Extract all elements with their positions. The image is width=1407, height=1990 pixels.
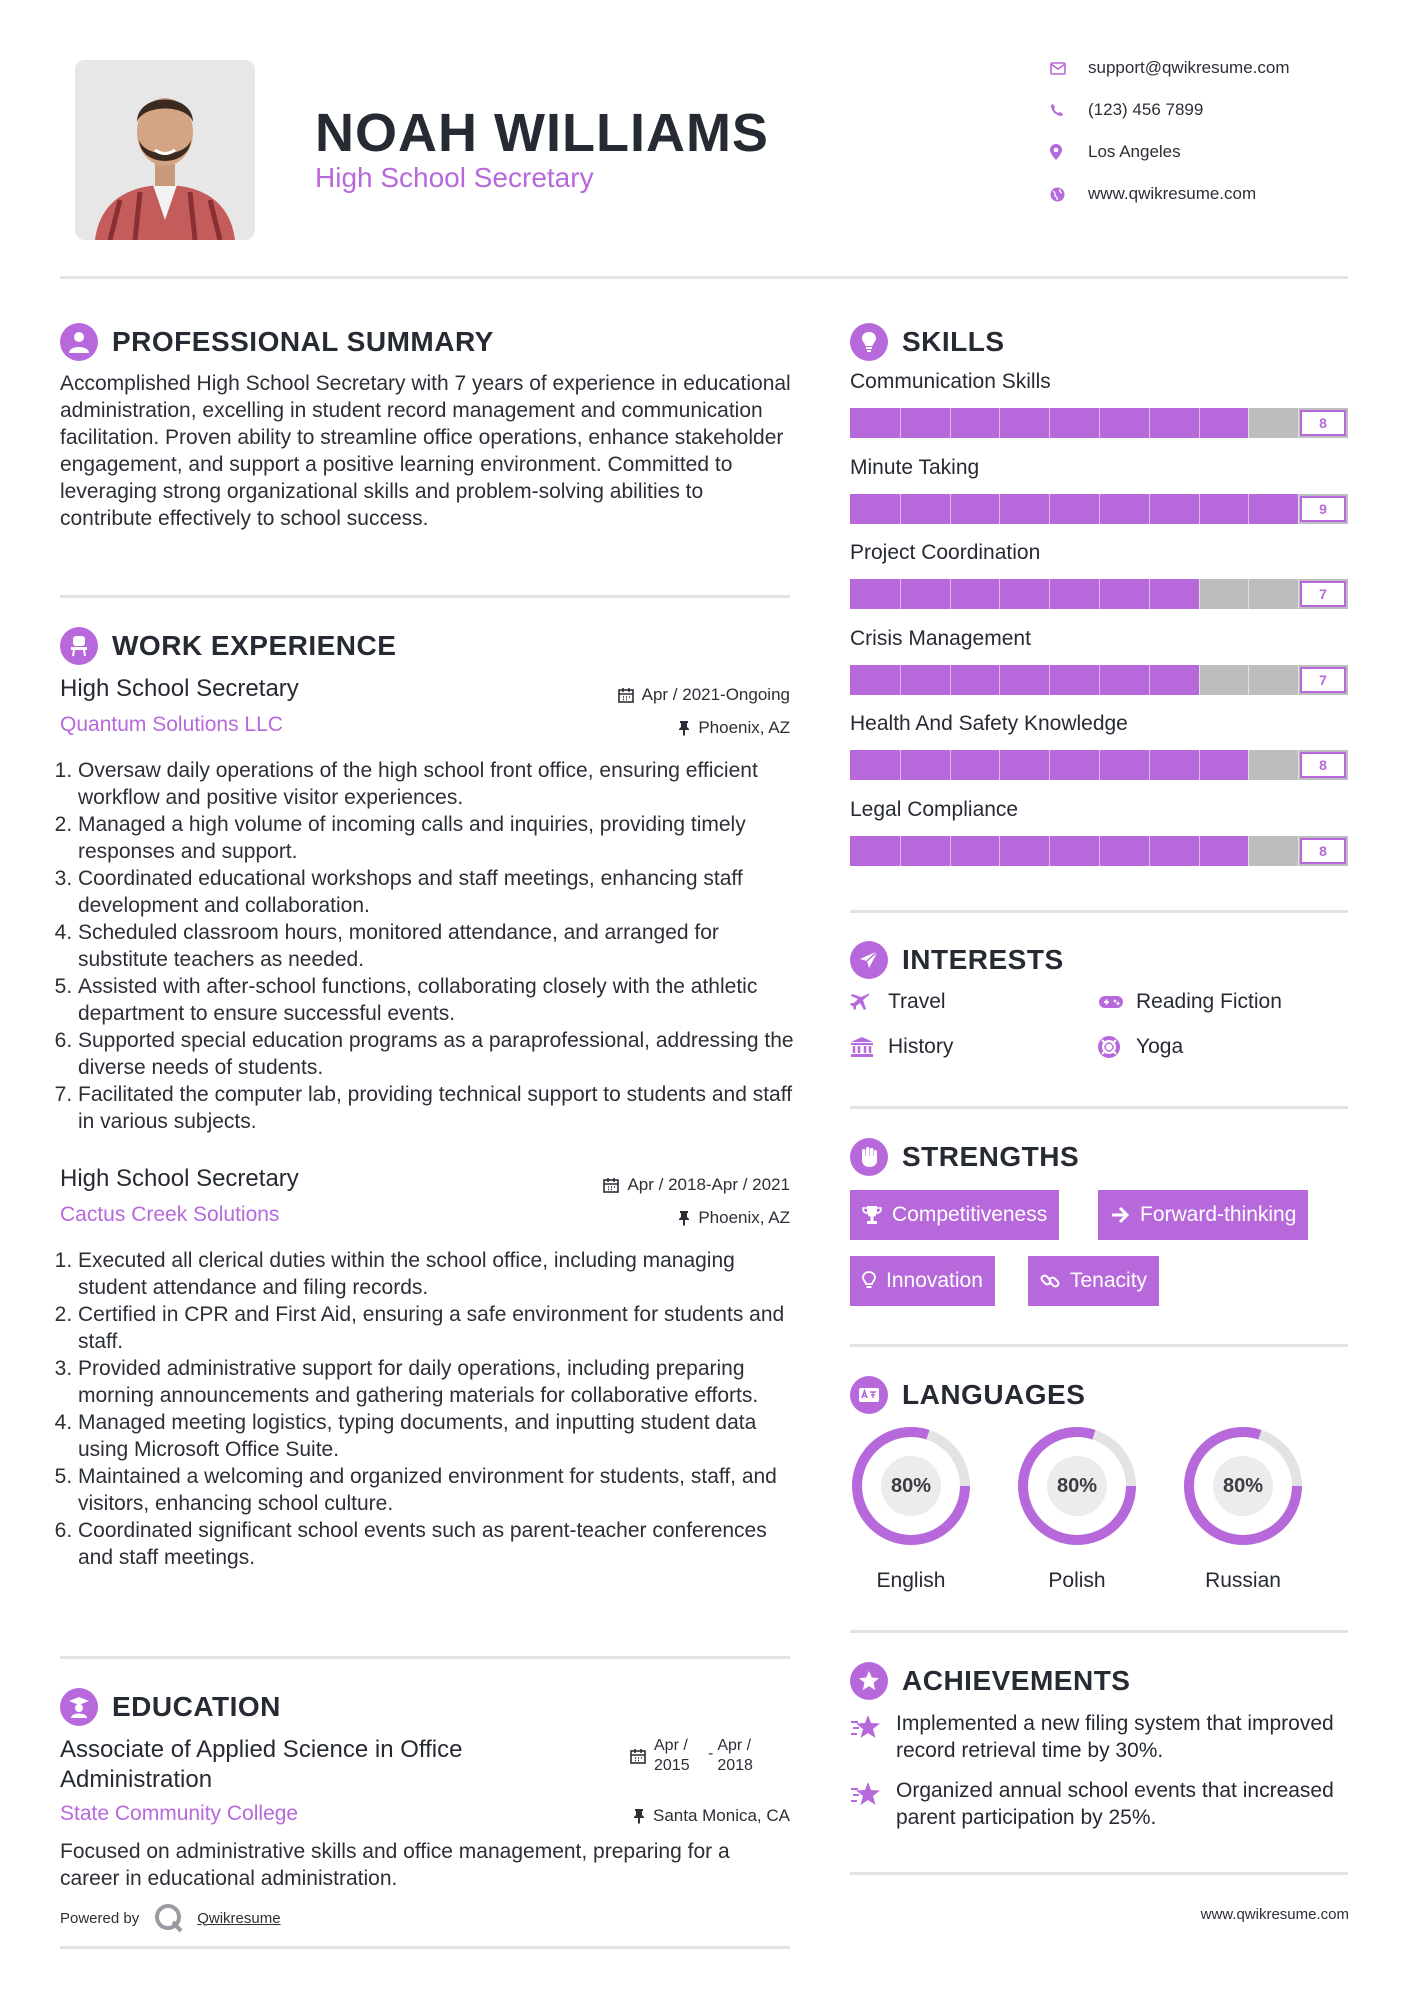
list-item: 4. Managed meeting logistics, typing documents, and inputting student data using Microsoft Office Suite. xyxy=(78,1409,795,1463)
achievement-item xyxy=(850,1710,1350,1764)
calendar-icon xyxy=(603,1177,619,1193)
list-item: 6. Supported special education programs as a paraprofessional, addressing the diverse needs of students. xyxy=(78,1027,795,1081)
job-2-dates-text: Apr / 2018-Apr / 2021 xyxy=(627,1175,790,1194)
language-name: Polish xyxy=(1048,1569,1106,1592)
paper-plane-icon xyxy=(850,941,888,979)
skill-label: Project Coordination xyxy=(850,541,1041,564)
education-end: Apr / 2018 xyxy=(717,1737,753,1774)
contact-email-text: support@qwikresume.com xyxy=(1088,58,1290,77)
skill-bar-segment xyxy=(1149,836,1150,866)
skill-bar-segment xyxy=(1049,579,1050,609)
globe-icon xyxy=(1050,187,1088,202)
skill-bar-segment xyxy=(950,579,951,609)
skill-bar-segment xyxy=(950,665,951,695)
skill-bar-fill xyxy=(850,494,1298,524)
language-item xyxy=(1182,1425,1304,1593)
skill-bar-segment xyxy=(1099,494,1100,524)
skill-bar-segment xyxy=(1199,836,1200,866)
skill-bar-segment xyxy=(1248,665,1249,695)
job-2-title: High School Secretary xyxy=(60,1165,299,1192)
languages-heading-text: LANGUAGES xyxy=(902,1379,1086,1410)
skill-level-value: 8 xyxy=(1300,838,1346,864)
interest-yoga xyxy=(1098,1035,1183,1059)
skill-bar xyxy=(850,836,1348,866)
education-dates: Apr / 2015 - Apr / 2018 xyxy=(630,1736,767,1776)
lifebuoy-icon xyxy=(1098,1036,1136,1058)
interests-divider xyxy=(850,1106,1348,1109)
candidate-title: High School Secretary xyxy=(315,162,594,193)
footer-website[interactable]: www.qwikresume.com xyxy=(1200,1906,1349,1923)
skill-bar-segment xyxy=(900,408,901,438)
languages-heading xyxy=(850,1376,1085,1414)
envelope-icon xyxy=(1050,62,1088,75)
language-item xyxy=(850,1425,972,1593)
plane-icon xyxy=(850,992,888,1012)
language-percent: 80% xyxy=(881,1456,941,1516)
list-item: 1. Oversaw daily operations of the high school front office, ensuring efficient workflow and positive visitor experiences. xyxy=(78,757,795,811)
language-name: English xyxy=(876,1569,946,1592)
star-icon xyxy=(850,1710,896,1764)
arrow-right-icon xyxy=(1110,1205,1130,1225)
language-percent: 80% xyxy=(1213,1456,1273,1516)
achievement-item xyxy=(850,1777,1350,1831)
education-school: State Community College xyxy=(60,1802,299,1825)
skill-bar-segment xyxy=(999,836,1000,866)
contact-website[interactable] xyxy=(1050,184,1350,204)
skill-bar-segment xyxy=(1149,494,1150,524)
skill-bar-segment xyxy=(950,494,951,524)
skill-bar-segment xyxy=(1199,494,1200,524)
skill-bar-segment xyxy=(1149,408,1150,438)
contact-phone[interactable] xyxy=(1050,100,1350,120)
skill-bar-segment xyxy=(1099,750,1100,780)
summary-divider xyxy=(60,595,790,598)
skill-bar-segment xyxy=(1149,665,1150,695)
skill-label: Minute Taking xyxy=(850,456,980,479)
skill-bar-segment xyxy=(1149,750,1150,780)
skill-bar-segment xyxy=(900,494,901,524)
skill-bar-segment xyxy=(1049,836,1050,866)
skill-level-value: 9 xyxy=(1300,496,1346,522)
footer-divider xyxy=(60,1946,790,1949)
strengths-heading xyxy=(850,1138,1079,1176)
interest-label: Reading Fiction xyxy=(1136,990,1282,1013)
education-start: Apr / 2015 xyxy=(654,1737,690,1774)
skill-bar-segment xyxy=(950,408,951,438)
list-item: 1. Executed all clerical duties within the school office, including managing student attendance and filing records. xyxy=(78,1247,795,1301)
skill-label: Communication Skills xyxy=(850,370,1051,393)
list-item: 2. Certified in CPR and First Aid, ensuring a safe environment for students and staff. xyxy=(78,1301,795,1355)
skill-bar-segment xyxy=(1049,494,1050,524)
lightbulb-icon xyxy=(850,323,888,361)
skill-bar-segment xyxy=(999,665,1000,695)
calendar-icon xyxy=(630,1748,646,1764)
job-1-title: High School Secretary xyxy=(60,675,299,702)
contact-email[interactable] xyxy=(1050,58,1350,78)
education-heading xyxy=(60,1688,281,1726)
map-pin-icon xyxy=(1050,144,1088,160)
candidate-name: NOAH WILLIAMS xyxy=(315,103,769,163)
contact-location-text: Los Angeles xyxy=(1088,142,1181,161)
strength-label: Tenacity xyxy=(1070,1269,1148,1292)
skill-label: Crisis Management xyxy=(850,627,1031,650)
skill-bar xyxy=(850,665,1348,695)
header-divider xyxy=(60,276,1348,279)
skill-bar-segment xyxy=(999,750,1000,780)
skill-bar-segment xyxy=(999,408,1000,438)
skill-bar-segment xyxy=(1099,836,1100,866)
skill-bar-segment xyxy=(1248,750,1249,780)
skills-heading-text: SKILLS xyxy=(902,326,1005,357)
star-icon xyxy=(850,1777,896,1831)
skill-bar-segment xyxy=(999,494,1000,524)
strength-tag-tenacity xyxy=(1028,1256,1159,1306)
strengths-divider xyxy=(850,1344,1348,1347)
experience-divider xyxy=(60,1656,790,1659)
skill-bar-segment xyxy=(1099,579,1100,609)
strength-tag-forward-thinking xyxy=(1098,1190,1308,1240)
job-1-bullets xyxy=(60,757,795,1135)
trophy-icon xyxy=(862,1205,882,1225)
skill-bar-segment xyxy=(1199,408,1200,438)
contact-phone-text: (123) 456 7899 xyxy=(1088,100,1204,119)
summary-heading-text: PROFESSIONAL SUMMARY xyxy=(112,326,494,357)
footer-brand-link[interactable]: Qwikresume xyxy=(197,1909,281,1927)
skills-divider xyxy=(850,910,1348,913)
skill-bar-fill xyxy=(850,665,1199,695)
phone-icon xyxy=(1050,103,1088,117)
link-icon xyxy=(1040,1271,1060,1291)
experience-heading-text: WORK EXPERIENCE xyxy=(112,630,397,661)
education-description: Focused on administrative skills and office management, preparing for a career in educational administration. xyxy=(60,1840,730,1890)
job-2-bullets xyxy=(60,1247,795,1571)
job-2-company: Cactus Creek Solutions xyxy=(60,1203,280,1226)
achievements-heading-text: ACHIEVEMENTS xyxy=(902,1665,1131,1696)
gamepad-icon xyxy=(1098,994,1136,1010)
skill-bar-segment xyxy=(900,750,901,780)
skill-bar-segment xyxy=(950,750,951,780)
interest-label: History xyxy=(888,1035,954,1058)
list-item: 3. Provided administrative support for daily operations, including preparing morning announcements and gathering materials for collaborative efforts. xyxy=(78,1355,795,1409)
contact-location xyxy=(1050,142,1350,162)
education-location-text: Santa Monica, CA xyxy=(652,1806,790,1825)
pushpin-icon xyxy=(633,1808,645,1824)
skill-bar-segment xyxy=(1049,750,1050,780)
fist-icon xyxy=(850,1138,888,1176)
skill-level-value: 8 xyxy=(1300,752,1346,778)
interest-travel xyxy=(850,990,946,1014)
job-1-dates-text: Apr / 2021-Ongoing xyxy=(641,685,790,704)
qwikresume-logo-icon xyxy=(153,1902,185,1934)
skill-bar-segment xyxy=(1248,408,1249,438)
languages-divider xyxy=(850,1630,1348,1633)
skill-bar-segment xyxy=(1199,579,1200,609)
skill-bar-segment xyxy=(900,579,901,609)
strength-tag-innovation xyxy=(850,1256,995,1306)
skill-bar xyxy=(850,579,1348,609)
job-1-location-text: Phoenix, AZ xyxy=(698,718,790,737)
lightbulb-icon xyxy=(862,1271,876,1291)
graduate-icon xyxy=(60,1688,98,1726)
list-item: 2. Managed a high volume of incoming calls and inquiries, providing timely responses and support. xyxy=(78,811,795,865)
user-icon xyxy=(60,323,98,361)
skill-bar-segment xyxy=(1149,579,1150,609)
skill-bar-segment xyxy=(1248,494,1249,524)
achievement-text: Organized annual school events that increased parent participation by 25%. xyxy=(896,1779,1334,1829)
strength-label: Innovation xyxy=(886,1269,983,1292)
interest-label: Travel xyxy=(888,990,946,1013)
education-heading-text: EDUCATION xyxy=(112,1691,281,1722)
profile-photo xyxy=(75,60,255,240)
job-2-location-text: Phoenix, AZ xyxy=(698,1208,790,1227)
language-card-icon xyxy=(850,1376,888,1414)
skill-label: Legal Compliance xyxy=(850,798,1019,821)
summary-text: Accomplished High School Secretary with 7 years of experience in educational administration, excelling in student record management and communication facilitation. Proven ability to streamline office operations, enhance stakeholder engagement, and support a positive learning environment. Committed to leveraging strong organizational skills and problem-solving abilities to contribute effectively to school success. xyxy=(60,372,791,530)
strengths-heading-text: STRENGTHS xyxy=(902,1141,1080,1172)
interest-history xyxy=(850,1035,953,1059)
job-1-location xyxy=(500,718,790,738)
skill-bar-segment xyxy=(1199,750,1200,780)
skills-heading xyxy=(850,323,1005,361)
skill-level-value: 7 xyxy=(1300,581,1346,607)
skill-bar-segment xyxy=(950,836,951,866)
list-item: 6. Coordinated significant school events such as parent-teacher conferences and staff meetings. xyxy=(78,1517,795,1571)
job-2-dates xyxy=(500,1175,790,1195)
strength-label: Competitiveness xyxy=(892,1203,1048,1226)
strength-tag-competitiveness xyxy=(850,1190,1059,1240)
language-name: Russian xyxy=(1205,1569,1281,1592)
skill-bar-segment xyxy=(999,579,1000,609)
skill-bar xyxy=(850,494,1348,524)
skill-bar xyxy=(850,750,1348,780)
job-1-company: Quantum Solutions LLC xyxy=(60,713,283,736)
skill-bar-segment xyxy=(900,836,901,866)
job-2-location xyxy=(500,1208,790,1228)
interest-label: Yoga xyxy=(1136,1035,1184,1058)
skill-level-value: 8 xyxy=(1300,410,1346,436)
pushpin-icon xyxy=(678,1210,690,1226)
skill-bar-segment xyxy=(1248,836,1249,866)
education-location xyxy=(500,1806,790,1826)
interests-heading-text: INTERESTS xyxy=(902,944,1064,975)
achievement-text: Implemented a new filing system that improved record retrieval time by 30%. xyxy=(896,1712,1334,1762)
job-1-dates xyxy=(500,685,790,705)
language-percent: 80% xyxy=(1047,1456,1107,1516)
skill-level-value: 7 xyxy=(1300,667,1346,693)
language-item xyxy=(1016,1425,1138,1593)
chair-icon xyxy=(60,627,98,665)
achievements-heading xyxy=(850,1662,1130,1700)
pushpin-icon xyxy=(678,720,690,736)
star-badge-icon xyxy=(850,1662,888,1700)
strength-label: Forward-thinking xyxy=(1140,1203,1297,1226)
list-item: 4. Scheduled classroom hours, monitored attendance, and arranged for substitute teachers as needed. xyxy=(78,919,795,973)
skill-bar-segment xyxy=(900,665,901,695)
skill-bar-fill xyxy=(850,579,1199,609)
list-item: 3. Coordinated educational workshops and staff meetings, enhancing staff development and collaboration. xyxy=(78,865,795,919)
skill-bar-segment xyxy=(1049,408,1050,438)
skill-bar-segment xyxy=(1099,408,1100,438)
skill-bar-segment xyxy=(1199,665,1200,695)
achievements-divider xyxy=(850,1872,1348,1875)
list-item: 5. Assisted with after-school functions, collaborating closely with the athletic department to ensure successful events. xyxy=(78,973,795,1027)
interest-reading xyxy=(1098,990,1282,1014)
footer-powered-by xyxy=(60,1902,281,1934)
skill-bar-segment xyxy=(1248,579,1249,609)
skill-bar xyxy=(850,408,1348,438)
interests-heading xyxy=(850,941,1064,979)
museum-icon xyxy=(850,1036,888,1058)
contact-website-text: www.qwikresume.com xyxy=(1088,184,1257,203)
skill-bar-segment xyxy=(1049,665,1050,695)
skill-label: Health And Safety Knowledge xyxy=(850,712,1128,735)
footer-powered-label: Powered by xyxy=(60,1909,140,1927)
education-degree: Associate of Applied Science in Office Administration xyxy=(60,1736,463,1793)
calendar-icon xyxy=(618,687,634,703)
skill-bar-segment xyxy=(1099,665,1100,695)
list-item: 5. Maintained a welcoming and organized environment for students, staff, and visitors, enhancing school culture. xyxy=(78,1463,795,1517)
experience-heading xyxy=(60,627,396,665)
summary-heading xyxy=(60,323,494,361)
list-item: 7. Facilitated the computer lab, providing technical support to students and staff in various subjects. xyxy=(78,1081,795,1135)
